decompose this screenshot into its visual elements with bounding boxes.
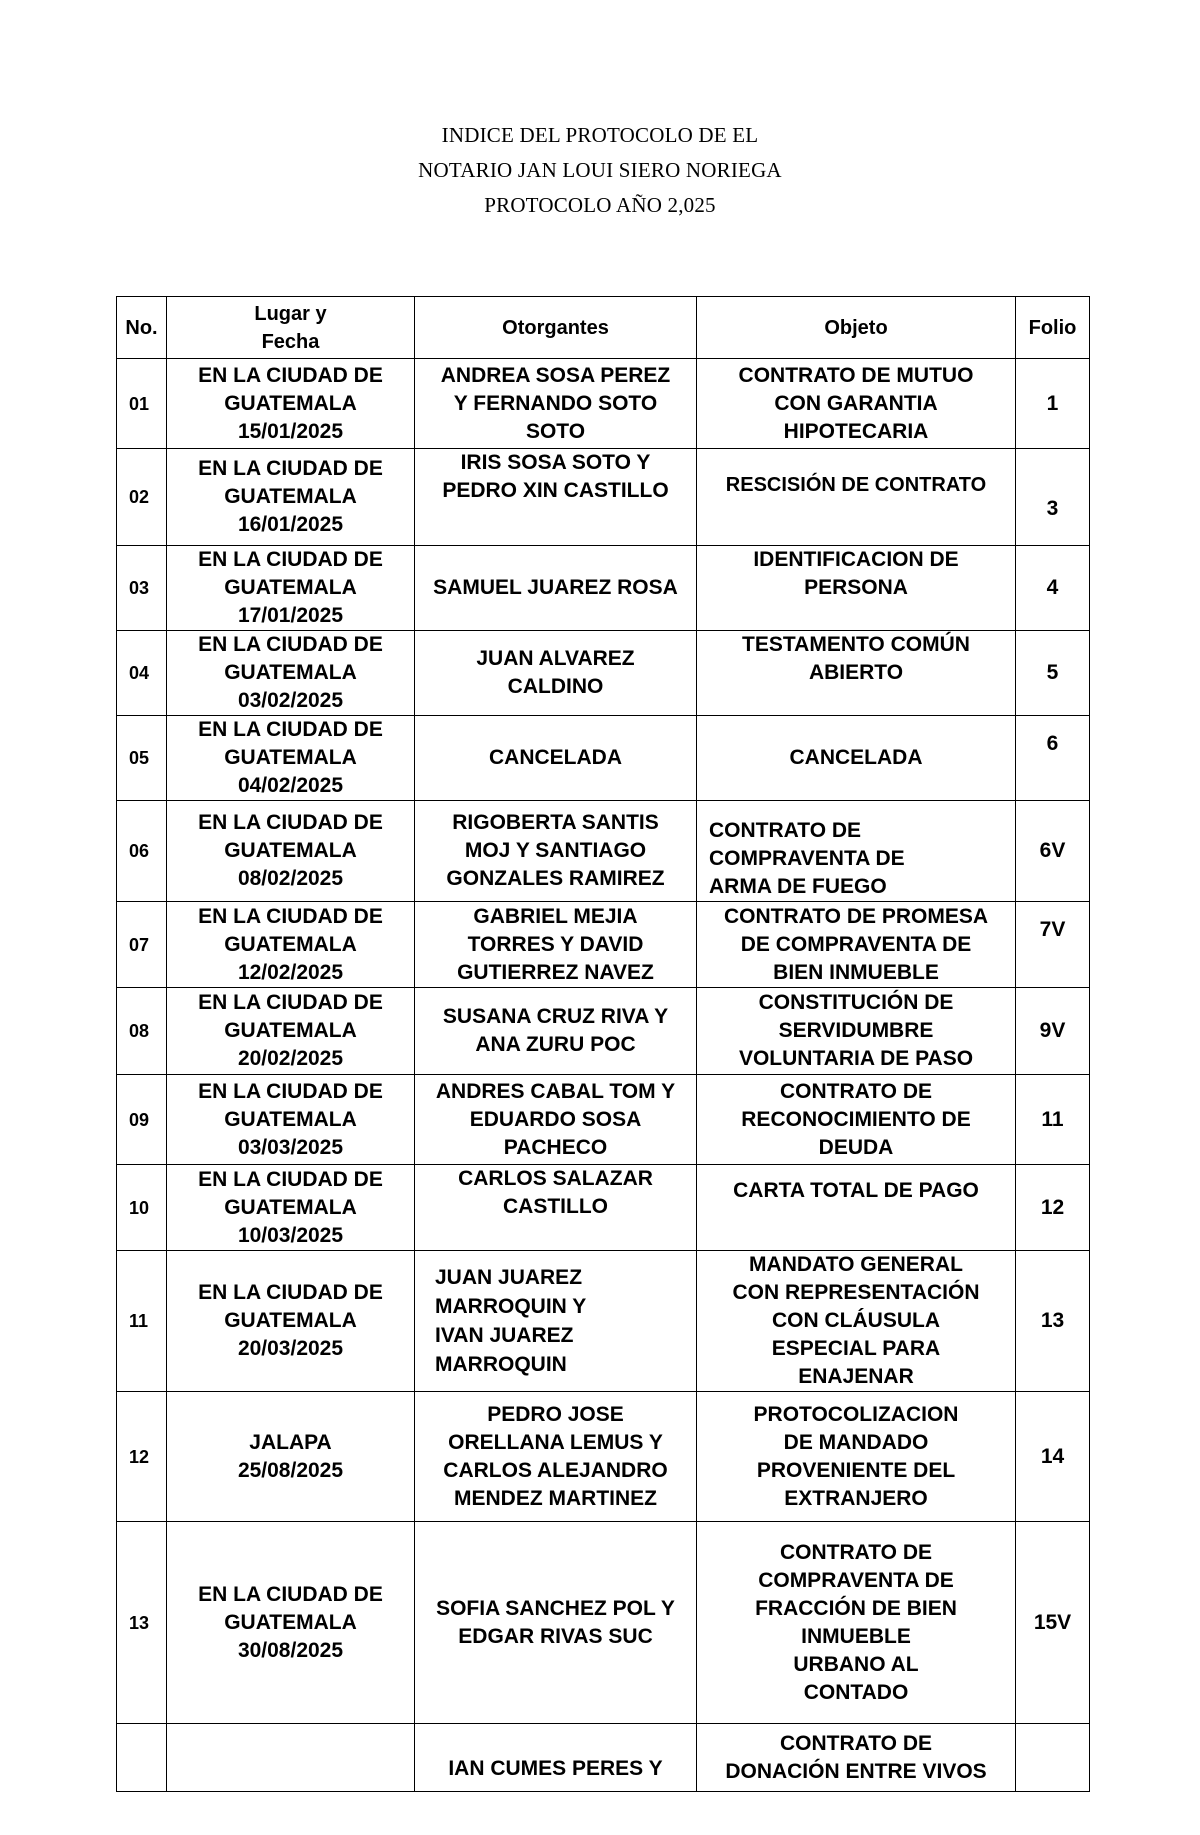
cell-no: 02 bbox=[117, 449, 167, 546]
cell-objeto: RESCISIÓN DE CONTRATO bbox=[697, 449, 1016, 546]
cell-folio: 13 bbox=[1016, 1251, 1090, 1392]
cell-folio: 14 bbox=[1016, 1392, 1090, 1522]
cell-otorgantes: SUSANA CRUZ RIVA Y ANA ZURU POC bbox=[415, 988, 697, 1075]
cell-folio: 9V bbox=[1016, 988, 1090, 1075]
cell-folio bbox=[1016, 1724, 1090, 1792]
cell-objeto: CONTRATO DE MUTUO CON GARANTIA HIPOTECARIA bbox=[697, 359, 1016, 449]
table-row bbox=[117, 449, 1090, 546]
table-row bbox=[117, 1724, 1090, 1792]
cell-otorgantes: JUAN JUAREZ MARROQUIN Y IVAN JUAREZ MARROQUIN bbox=[415, 1251, 697, 1392]
column-header-otorgantes: Otorgantes bbox=[415, 297, 697, 359]
table-header-row bbox=[117, 297, 1090, 359]
table-row bbox=[117, 546, 1090, 631]
column-header-no: No. bbox=[117, 297, 167, 359]
cell-objeto: PROTOCOLIZACION DE MANDADO PROVENIENTE DEL EXTRANJERO bbox=[697, 1392, 1016, 1522]
cell-folio: 4 bbox=[1016, 546, 1090, 631]
cell-lugar-fecha: EN LA CIUDAD DE GUATEMALA 03/03/2025 bbox=[167, 1075, 415, 1165]
column-header-folio: Folio bbox=[1016, 297, 1090, 359]
cell-otorgantes: RIGOBERTA SANTIS MOJ Y SANTIAGO GONZALES RAMIREZ bbox=[415, 801, 697, 902]
cell-objeto: IDENTIFICACION DE PERSONA bbox=[697, 546, 1016, 631]
cell-no: 12 bbox=[117, 1392, 167, 1522]
cell-objeto: CONTRATO DE COMPRAVENTA DE FRACCIÓN DE BIEN INMUEBLE URBANO AL CONTADO bbox=[697, 1522, 1016, 1724]
cell-folio: 5 bbox=[1016, 631, 1090, 716]
cell-lugar-fecha: EN LA CIUDAD DE GUATEMALA 08/02/2025 bbox=[167, 801, 415, 902]
cell-objeto: CONTRATO DE DONACIÓN ENTRE VIVOS bbox=[697, 1724, 1016, 1792]
cell-objeto: CARTA TOTAL DE PAGO bbox=[697, 1165, 1016, 1251]
cell-folio: 15V bbox=[1016, 1522, 1090, 1724]
cell-no: 04 bbox=[117, 631, 167, 716]
table-row bbox=[117, 716, 1090, 801]
table-row bbox=[117, 1165, 1090, 1251]
cell-otorgantes: CARLOS SALAZAR CASTILLO bbox=[415, 1165, 697, 1251]
cell-lugar-fecha: EN LA CIUDAD DE GUATEMALA 16/01/2025 bbox=[167, 449, 415, 546]
cell-otorgantes: SAMUEL JUAREZ ROSA bbox=[415, 546, 697, 631]
table-row bbox=[117, 1251, 1090, 1392]
title-line-2: NOTARIO JAN LOUI SIERO NORIEGA bbox=[418, 158, 782, 182]
cell-otorgantes: ANDRES CABAL TOM Y EDUARDO SOSA PACHECO bbox=[415, 1075, 697, 1165]
cell-folio: 1 bbox=[1016, 359, 1090, 449]
cell-no: 13 bbox=[117, 1522, 167, 1724]
cell-objeto: TESTAMENTO COMÚN ABIERTO bbox=[697, 631, 1016, 716]
cell-lugar-fecha: EN LA CIUDAD DE GUATEMALA 10/03/2025 bbox=[167, 1165, 415, 1251]
cell-objeto: MANDATO GENERAL CON REPRESENTACIÓN CON CLÁUSULA ESPECIAL PARA ENAJENAR bbox=[697, 1251, 1016, 1392]
cell-objeto: CONTRATO DE RECONOCIMIENTO DE DEUDA bbox=[697, 1075, 1016, 1165]
cell-otorgantes: JUAN ALVAREZ CALDINO bbox=[415, 631, 697, 716]
table-row bbox=[117, 1075, 1090, 1165]
cell-otorgantes: CANCELADA bbox=[415, 716, 697, 801]
table-row bbox=[117, 1522, 1090, 1724]
table-row bbox=[117, 631, 1090, 716]
cell-no: 08 bbox=[117, 988, 167, 1075]
cell-otorgantes: SOFIA SANCHEZ POL Y EDGAR RIVAS SUC bbox=[415, 1522, 697, 1724]
cell-lugar-fecha: EN LA CIUDAD DE GUATEMALA 03/02/2025 bbox=[167, 631, 415, 716]
cell-no bbox=[117, 1724, 167, 1792]
cell-lugar-fecha: JALAPA 25/08/2025 bbox=[167, 1392, 415, 1522]
cell-lugar-fecha: EN LA CIUDAD DE GUATEMALA 20/02/2025 bbox=[167, 988, 415, 1075]
cell-folio: 6V bbox=[1016, 801, 1090, 902]
document-header bbox=[0, 118, 1200, 223]
table-row bbox=[117, 359, 1090, 449]
cell-otorgantes: ANDREA SOSA PEREZ Y FERNANDO SOTO SOTO bbox=[415, 359, 697, 449]
cell-no: 10 bbox=[117, 1165, 167, 1251]
column-header-objeto: Objeto bbox=[697, 297, 1016, 359]
cell-lugar-fecha bbox=[167, 1724, 415, 1792]
cell-otorgantes: IRIS SOSA SOTO Y PEDRO XIN CASTILLO bbox=[415, 449, 697, 546]
cell-lugar-fecha: EN LA CIUDAD DE GUATEMALA 04/02/2025 bbox=[167, 716, 415, 801]
cell-lugar-fecha: EN LA CIUDAD DE GUATEMALA 12/02/2025 bbox=[167, 902, 415, 988]
cell-folio: 7V bbox=[1016, 902, 1090, 988]
cell-no: 07 bbox=[117, 902, 167, 988]
cell-lugar-fecha: EN LA CIUDAD DE GUATEMALA 17/01/2025 bbox=[167, 546, 415, 631]
table-row bbox=[117, 801, 1090, 902]
cell-no: 06 bbox=[117, 801, 167, 902]
cell-otorgantes: PEDRO JOSE ORELLANA LEMUS Y CARLOS ALEJANDRO MENDEZ MARTINEZ bbox=[415, 1392, 697, 1522]
cell-folio: 12 bbox=[1016, 1165, 1090, 1251]
cell-no: 11 bbox=[117, 1251, 167, 1392]
cell-no: 05 bbox=[117, 716, 167, 801]
cell-objeto: CONTRATO DE COMPRAVENTA DE ARMA DE FUEGO bbox=[697, 801, 1016, 902]
title-line-1: INDICE DEL PROTOCOLO DE EL bbox=[441, 123, 759, 147]
title-line-3: PROTOCOLO AÑO 2,025 bbox=[484, 193, 716, 217]
cell-folio: 3 bbox=[1016, 449, 1090, 546]
cell-lugar-fecha: EN LA CIUDAD DE GUATEMALA 30/08/2025 bbox=[167, 1522, 415, 1724]
table-row bbox=[117, 902, 1090, 988]
cell-otorgantes: GABRIEL MEJIA TORRES Y DAVID GUTIERREZ NAVEZ bbox=[415, 902, 697, 988]
cell-no: 03 bbox=[117, 546, 167, 631]
cell-folio: 11 bbox=[1016, 1075, 1090, 1165]
cell-folio: 6 bbox=[1016, 716, 1090, 801]
cell-no: 09 bbox=[117, 1075, 167, 1165]
cell-objeto: CONSTITUCIÓN DE SERVIDUMBRE VOLUNTARIA DE PASO bbox=[697, 988, 1016, 1075]
table-row bbox=[117, 988, 1090, 1075]
cell-objeto: CONTRATO DE PROMESA DE COMPRAVENTA DE BIEN INMUEBLE bbox=[697, 902, 1016, 988]
column-header-lugar-fecha: Lugar y Fecha bbox=[167, 297, 415, 359]
cell-otorgantes: IAN CUMES PERES Y bbox=[415, 1724, 697, 1792]
cell-objeto: CANCELADA bbox=[697, 716, 1016, 801]
table-row bbox=[117, 1392, 1090, 1522]
cell-lugar-fecha: EN LA CIUDAD DE GUATEMALA 20/03/2025 bbox=[167, 1251, 415, 1392]
cell-lugar-fecha: EN LA CIUDAD DE GUATEMALA 15/01/2025 bbox=[167, 359, 415, 449]
cell-no: 01 bbox=[117, 359, 167, 449]
protocol-index-table bbox=[116, 296, 1090, 1792]
